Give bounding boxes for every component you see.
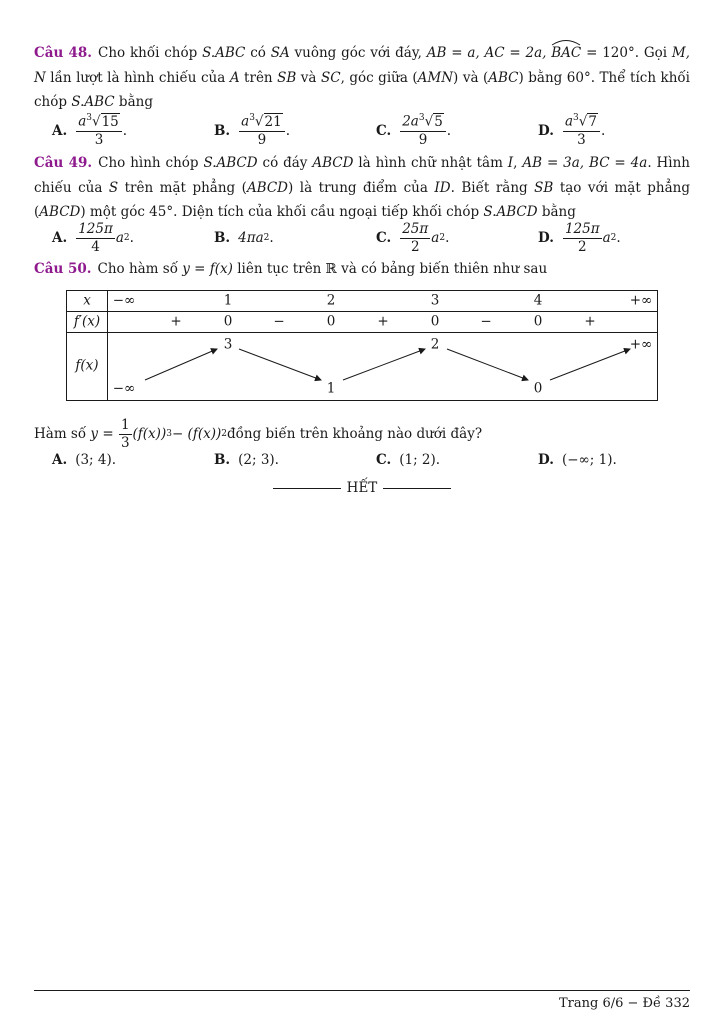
- option-letter: D.: [538, 123, 554, 139]
- math: SB: [277, 69, 297, 86]
- derivative-sign: +: [377, 313, 389, 330]
- coef: a: [78, 113, 87, 130]
- option-text: (3; 4).: [75, 452, 117, 468]
- math: ID: [434, 179, 451, 196]
- dot: .: [616, 230, 621, 246]
- f-value: −∞: [112, 380, 136, 397]
- text: = 120°. Gọi: [581, 45, 672, 61]
- decreasing-arrow: [239, 349, 321, 380]
- exam-page: [34, 0, 690, 1024]
- option-letter: B.: [214, 123, 231, 139]
- denominator: 3: [577, 131, 586, 148]
- f-value: +∞: [629, 336, 653, 353]
- fraction: $\frac{a^3√7}{3}$: [563, 114, 600, 147]
- exponent: 3: [249, 113, 255, 124]
- option-c[interactable]: [376, 218, 449, 258]
- math: S.ABCD: [483, 204, 538, 220]
- option-letter: D.: [538, 452, 554, 468]
- text: . Biết rằng: [450, 179, 535, 196]
- x-value: 3: [430, 292, 440, 309]
- question-label: Câu 50.: [34, 261, 92, 277]
- exponent: 2: [439, 233, 446, 243]
- footer-divider: [34, 990, 690, 991]
- denominator: 3: [120, 434, 130, 451]
- derivative-zero: 0: [326, 313, 336, 330]
- text: là hình chữ nhật tâm: [353, 155, 508, 171]
- text: tạo với mặt phẳng (: [34, 179, 690, 220]
- row-label-function: f(x): [75, 357, 99, 374]
- option-letter: D.: [538, 230, 554, 246]
- increasing-arrow: [343, 349, 425, 380]
- text: ) và (: [453, 69, 489, 86]
- text: lần lượt là hình chiếu của: [45, 69, 230, 86]
- f-value: 0: [533, 380, 543, 397]
- numerator: 25π: [402, 220, 429, 237]
- coef: 2a: [402, 113, 419, 130]
- x-value: 4: [533, 292, 543, 309]
- x-value: −∞: [112, 292, 136, 309]
- variation-table: [66, 290, 658, 401]
- derivative-zero: 0: [223, 313, 233, 330]
- math: S: [108, 179, 119, 196]
- math: A: [229, 69, 240, 86]
- math: AB = 3a, BC = 4a: [522, 155, 648, 171]
- option-d[interactable]: [538, 449, 617, 471]
- f-value: 1: [326, 380, 336, 397]
- x-value: 2: [326, 292, 336, 309]
- radicand: 5: [434, 113, 443, 130]
- math: ABCD: [39, 204, 81, 220]
- dot: .: [269, 230, 274, 246]
- math: − (f(x)): [171, 425, 222, 442]
- numerator: 125π: [564, 220, 600, 237]
- text: liên tục trên ℝ và có bảng biến thiên như sau: [232, 261, 548, 277]
- row-label-x: x: [83, 292, 91, 309]
- coef: a: [241, 113, 250, 130]
- exponent: 3: [418, 113, 425, 124]
- end-dash: [273, 488, 341, 489]
- derivative-sign: +: [584, 313, 596, 330]
- answer-options-49: [34, 218, 690, 258]
- option-letter: C.: [376, 230, 392, 246]
- math: S.ABC: [202, 45, 246, 61]
- exponent: 2: [221, 428, 227, 439]
- text: Cho khối chóp: [98, 45, 203, 61]
- answer-options-50: [34, 449, 690, 471]
- denominator: 9: [257, 131, 267, 148]
- option-text: (2; 3).: [238, 452, 279, 468]
- question-label: Câu 49.: [34, 155, 93, 171]
- variation-arrows: [67, 291, 659, 402]
- option-letter: A.: [52, 230, 68, 246]
- derivative-sign: −: [480, 313, 492, 330]
- math: S.ABC: [71, 94, 115, 110]
- fraction: $\frac{a^3√15}{3}$: [76, 114, 122, 147]
- text: vuông góc với đáy,: [289, 45, 427, 61]
- option-a[interactable]: [52, 449, 116, 471]
- fraction: $\frac{2a^3√5}{9}$: [400, 114, 446, 147]
- question-50: [34, 257, 690, 282]
- fraction: $\frac{a^3√21}{9}$: [239, 114, 285, 147]
- text: bằng: [537, 204, 576, 220]
- text: Hàm số: [34, 425, 87, 442]
- option-letter: C.: [376, 123, 392, 139]
- exponent: 3: [166, 428, 172, 439]
- answer-options-48: [34, 111, 690, 151]
- exponent: 2: [123, 233, 130, 243]
- fraction: [76, 222, 115, 255]
- angle-name: BAC: [551, 45, 582, 61]
- math: S.ABCD: [203, 155, 258, 171]
- option-text: (−∞; 1).: [561, 452, 617, 468]
- angle-symbol: [551, 41, 581, 66]
- derivative-sign: +: [170, 313, 182, 330]
- option-d[interactable]: [538, 218, 621, 258]
- math: M, N: [34, 45, 690, 86]
- increasing-arrow: [550, 349, 630, 380]
- text: ) một góc 45°. Diện tích của khối cầu ngoại tiếp khối chóp: [80, 204, 484, 220]
- math: AMN: [417, 69, 454, 86]
- math: a: [602, 230, 611, 246]
- question-50-prompt: [34, 416, 690, 451]
- radicand: 7: [588, 113, 597, 130]
- text: đồng biến trên khoảng nào dưới đây?: [226, 425, 483, 442]
- math: SC: [320, 69, 341, 86]
- math: SA: [270, 45, 290, 61]
- question-49: [34, 151, 690, 225]
- question-label: Câu 48.: [34, 45, 93, 61]
- dot: .: [129, 230, 134, 246]
- text: trên: [239, 69, 278, 86]
- option-c[interactable]: C. $\frac{2a^3√5}{9}$ .: [376, 113, 452, 148]
- option-b[interactable]: [214, 449, 279, 471]
- math: (f(x)): [132, 425, 167, 442]
- end-dash: [383, 488, 451, 489]
- f-value: 2: [430, 336, 440, 353]
- coef: a: [564, 113, 573, 130]
- text: . Hình chiếu của: [34, 155, 690, 196]
- fraction: [563, 222, 602, 255]
- text: có đáy: [257, 155, 313, 171]
- option-text: (1; 2).: [399, 452, 441, 468]
- text: bằng: [114, 94, 153, 110]
- math: I: [507, 155, 514, 171]
- math: ABCD: [246, 179, 289, 196]
- text: Cho hàm số: [97, 261, 183, 277]
- denominator: 3: [94, 131, 104, 148]
- dot: .: [445, 230, 450, 246]
- numerator: 1: [120, 416, 130, 433]
- math: a: [431, 230, 440, 246]
- option-c[interactable]: [376, 449, 440, 471]
- exponent: 2: [610, 233, 617, 243]
- end-text: HẾT: [346, 480, 378, 496]
- row-label-derivative: f′(x): [73, 313, 101, 330]
- x-value: 1: [223, 292, 233, 309]
- increasing-arrow: [145, 349, 217, 380]
- denominator: 9: [418, 131, 428, 148]
- math: ABC: [488, 69, 519, 86]
- exponent: 3: [573, 113, 579, 124]
- derivative-zero: 0: [430, 313, 440, 330]
- fraction: [400, 222, 430, 255]
- option-letter: A.: [52, 452, 68, 468]
- math: y =: [90, 425, 114, 442]
- option-letter: A.: [52, 123, 68, 139]
- radicand: 15: [101, 113, 119, 130]
- option-letter: C.: [376, 452, 392, 468]
- fraction: [119, 418, 132, 451]
- derivative-sign: −: [273, 313, 285, 330]
- option-letter: B.: [214, 452, 231, 468]
- option-b[interactable]: [214, 218, 274, 258]
- derivative-zero: 0: [533, 313, 543, 330]
- text: Cho hình chóp: [98, 155, 204, 171]
- math: y = f(x): [182, 261, 233, 277]
- radicand: 21: [264, 113, 282, 130]
- math: AB = a, AC = 2a,: [426, 45, 552, 61]
- numerator: 125π: [78, 220, 113, 237]
- text: ) bằng 60°. Thể tích khối chóp: [34, 69, 690, 110]
- text: và: [296, 69, 321, 86]
- text: ) là trung điểm của: [288, 179, 435, 196]
- denominator: 4: [91, 238, 100, 255]
- f-value: 3: [223, 336, 233, 353]
- end-marker: [34, 480, 690, 496]
- text: trên mặt phẳng (: [118, 179, 247, 196]
- option-a[interactable]: A. $\frac{a^3√15}{3}$ .: [52, 113, 128, 148]
- exponent: 3: [86, 113, 92, 124]
- math: SB: [534, 179, 554, 196]
- x-value: +∞: [629, 292, 653, 309]
- page-footer: Trang 6/6 − Đề 332: [559, 996, 690, 1011]
- denominator: 2: [577, 238, 587, 255]
- text: , góc giữa (: [340, 69, 418, 86]
- option-b[interactable]: B. $\frac{a^3√21}{9}$ .: [214, 113, 291, 148]
- exponent: 2: [263, 233, 270, 243]
- text: có: [245, 45, 271, 61]
- decreasing-arrow: [447, 349, 528, 380]
- math: a: [115, 230, 124, 246]
- math: 4πa: [238, 230, 264, 246]
- option-d[interactable]: D. $\frac{a^3√7}{3}$ .: [538, 113, 606, 148]
- question-48: [34, 41, 690, 115]
- math: ABCD: [312, 155, 354, 171]
- denominator: 2: [410, 238, 420, 255]
- text: ,: [513, 155, 523, 171]
- option-letter: B.: [214, 230, 231, 246]
- option-a[interactable]: [52, 218, 134, 258]
